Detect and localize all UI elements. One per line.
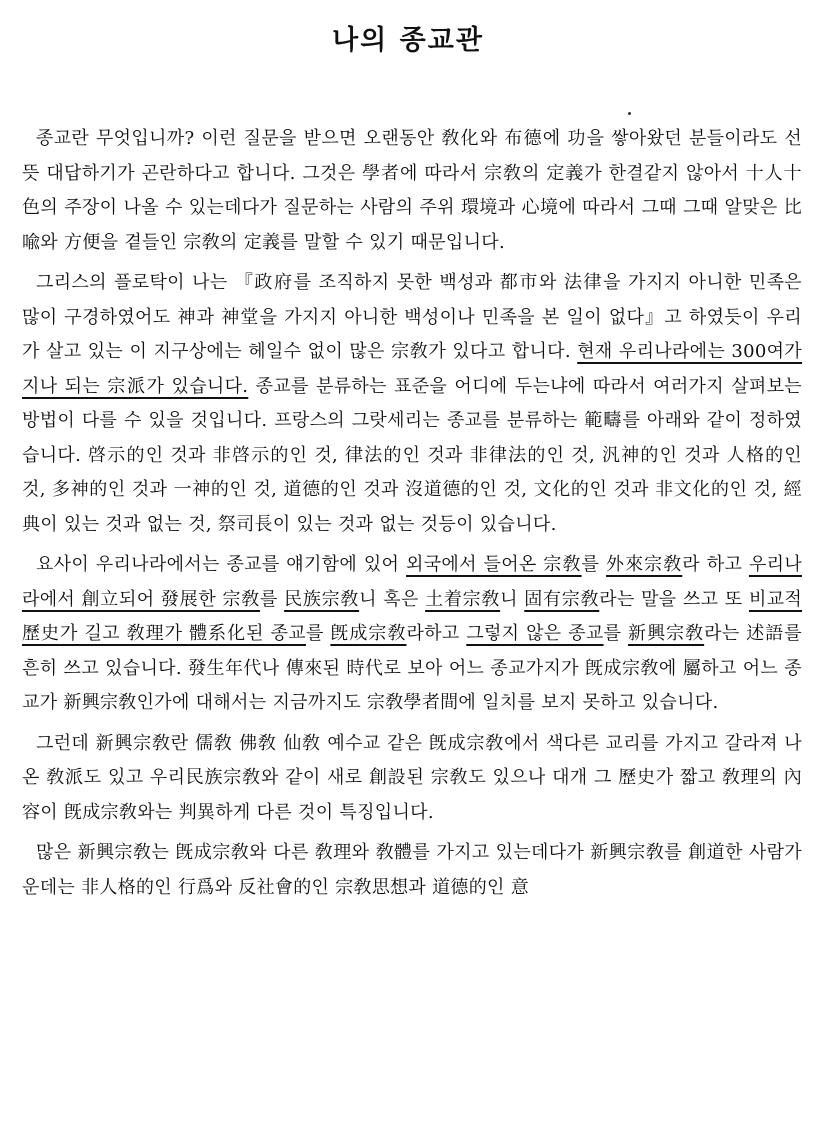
underlined-phrase: 土着宗敎 [425,588,501,610]
underlined-phrase: 新興宗敎 [628,623,705,644]
paragraph [22,836,802,905]
underlined-phrase: 우리나라에서 創立되어 發展한 宗敎 [22,554,803,610]
text-segment: 를 [259,588,285,610]
text-segment: 그리스의 플로탁이 나는 『政府를 조직하지 못한 백성과 都市와 法律을 가지지 아니한 민족은 많이 구경하였어도 神과 神堂을 가지지 아니한 백성이나 민족을 본 일이 없다』고 하였듯이 우리가 살고 있는 이 지구상에는 헤일수 없이 많은 宗敎가 있다고 합니다. [22,272,802,362]
underlined-phrase: 旣成宗敎 [330,623,407,644]
body-text [22,122,802,911]
text-segment: 라 하고 [682,554,749,575]
underlined-phrase: 그렇지 않은 종교 [466,623,604,644]
text-segment: 그런데 新興宗敎란 儒敎 佛敎 仙敎 예수교 같은 旣成宗敎에서 색다른 교리를 가지고 갈라져 나온 敎派도 있고 우리民族宗敎와 같이 새로 創設된 宗敎도 있으나 대개 그 歷史가 짧고 敎理의 內容이 旣成宗敎와는 判異하게 다른 것이 특징입니다. [22,732,802,823]
text-segment: 종교란 무엇입니까? 이런 질문을 받으면 오랜동안 敎化와 布德에 功을 쌓아왔던 분들이라도 선뜻 대답하기가 곤란하다고 합니다. 그것은 學者에 따라서 宗敎의 定義가 한결같지 않아서 十人十色의 주장이 나올 수 있는데다가 질문하는 사람의 주위 環境과 心境에 따라서 그때 그때 알맞은 比喩와 方便을 곁들인 宗敎의 定義를 말할 수 있기 때문입니다. [22,128,802,253]
paragraph [22,548,802,721]
underlined-phrase: 外來宗敎 [606,554,683,575]
page-title: 나의 종교관 [332,25,484,56]
text-segment: 라하고 [406,623,467,644]
text-segment: 를 [603,623,629,644]
paragraph [22,727,802,831]
text-segment: 니 혹은 [359,588,426,610]
text-segment: 라는 述語를 흔히 쓰고 있습니다. 發生年代나 傳來된 時代로 보아 어느 종교가지가 旣成宗敎에 屬하고 어느 종교가 新興宗敎인가에 대해서는 지금까지도 宗敎學者間에 일치를 보지 못하고 있습니다. [22,623,802,713]
paragraph [22,122,802,260]
text-segment: 를 [305,623,331,644]
underlined-phrase: 비교적 歷史가 길고 敎理가 體系化된 종교 [22,588,803,644]
underlined-phrase: 외국에서 들어온 宗敎 [406,554,582,575]
stray-mark [628,112,631,115]
text-segment: 니 [500,588,525,610]
underlined-phrase: 현재 우리나라에는 300여가지나 되는 宗派가 있습니다. [22,341,802,397]
text-segment: 종교를 분류하는 표준을 어디에 두는냐에 따라서 여러가지 살펴보는 방법이 다를 수 있을 것입니다. 프랑스의 그랏세리는 종교를 분류하는 範疇를 아래와 같이 정하였습니다. 啓示的인 것과 非啓示的인 것, 律法的인 것과 非律法的인 것, 汎神的인 것과 人格的인 것, 多神的인 것과 一神的인 것, 道德的인 것과 沒道德的인 것, 文化的인 것과 非文化的인 것, 經典이 있는 것과 없는 것, 祭司長이 있는 것과 없는 것등이 있습니다. [22,375,803,535]
text-segment: 라는 말을 쓰고 또 [599,588,749,610]
text-segment: 요사이 우리나라에서는 종교를 얘기함에 있어 [36,554,407,575]
text-segment: 를 [581,554,607,575]
text-segment: 많은 新興宗敎는 旣成宗敎와 다른 敎理와 敎體를 가지고 있는데다가 新興宗敎를 創道한 사람가운데는 非人格的인 行爲와 反社會的인 宗敎思想과 道德的인 意 [22,842,802,898]
underlined-phrase: 民族宗敎 [284,588,360,610]
paragraph [22,266,802,542]
underlined-phrase: 固有宗敎 [524,588,600,610]
